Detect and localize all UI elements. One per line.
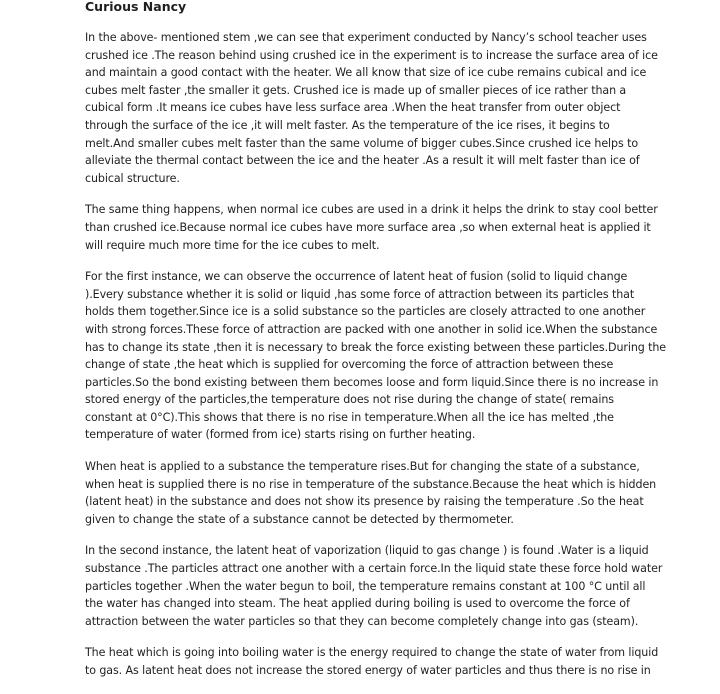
text-line: given to change the state of a substance cannot be detected by thermometer.: [85, 512, 514, 526]
text-line: melt.And smaller cubes melt faster than the same volume of bigger cubes.Since crushed ice helps to: [85, 136, 639, 150]
text-line: has to change its state ,then it is necessary to break the force existing between these particles.During the: [85, 340, 667, 354]
text-line: The heat which is going into boiling water is the energy required to change the state of water from liquid: [85, 646, 659, 660]
text-line: stored energy of the particles,the temperature does not rise during the change of state( remains: [85, 393, 614, 407]
text-line: than crushed ice.Because normal ice cubes have more surface area ,so when external heat is applied it: [85, 220, 651, 234]
text-line: to gas. As latent heat does not increase the stored energy of water particles and thus there is no rise in: [85, 664, 651, 677]
document-title: Curious Nancy: [85, 0, 187, 14]
document-page: [85, 0, 667, 694]
text-line: (latent heat) in the substance and does not show its presence by raising the temperature .So the heat: [85, 495, 644, 509]
text-line: crushed ice .The reason behind using crushed ice in the experiment is to increase the surface area of ice: [85, 48, 658, 62]
text-line: In the second instance, the latent heat of vaporization (liquid to gas change ) is found .Water is a liquid: [85, 544, 649, 558]
paragraph-ice-surface-area: [85, 29, 658, 187]
text-line: through the surface of the ice ,it will melt faster. As the temperature of the ice rises, it begins to: [85, 118, 610, 132]
text-line: particles.So the bond existing between them becomes loose and form liquid.Since there is no increase in: [85, 375, 659, 389]
text-line: will require much more time for the ice cubes to melt.: [85, 238, 380, 252]
paragraph-latent-heat-fusion: [85, 268, 667, 444]
text-line: holds them together.Since ice is a solid substance so the particles are closely attracted to one another: [85, 305, 646, 319]
text-line: In the above- mentioned stem ,we can see that experiment conducted by Nancy’s school teacher uses: [85, 31, 647, 44]
text-line: The same thing happens, when normal ice cubes are used in a drink it helps the drink to stay cool better: [85, 203, 658, 217]
text-line: the water has changed into steam. The heat applied during boiling is used to overcome the force of: [85, 597, 630, 611]
paragraph-hidden-heat: [85, 458, 657, 528]
text-line: attraction between the water particles so that they can become completely change into gas (steam).: [85, 614, 639, 628]
text-line: For the first instance, we can observe the occurrence of latent heat of fusion (solid to liquid change: [85, 270, 628, 284]
paragraph-latent-heat-vaporization: [85, 542, 663, 630]
text-line: constant at 0°C).This shows that there is no rise in temperature.When all the ice has melted ,the: [85, 410, 614, 424]
text-line: when heat is supplied there is no rise in temperature of the substance.Because the heat which is hidden: [85, 477, 657, 491]
text-line: When heat is applied to a substance the temperature rises.But for changing the state of a substance,: [85, 460, 640, 474]
text-line: particles together .When the water begun to boil, the temperature remains constant at 100 °C until all: [85, 579, 646, 593]
text-line: cubical form .It means ice cubes have less surface area .When the heat transfer from outer object: [85, 101, 621, 115]
text-line: alleviate the thermal contact between the ice and the heater .As a result it will melt faster than ice of: [85, 154, 640, 168]
text-line: and maintain a good contact with the heater. We all know that size of ice cube remains cubical and ice: [85, 66, 647, 80]
text-line: cubes melt faster ,the smaller it gets. Crushed ice is made up of smaller pieces of ice rather than a: [85, 83, 627, 97]
text-line: substance .The particles attract one another with a certain force.In the liquid state these force hold water: [85, 562, 663, 576]
text-line: with strong forces.These force of attraction are packed with one another in solid ice.When the substance: [85, 322, 658, 336]
text-line: ).Every substance whether it is solid or liquid ,has some force of attraction between its particles that: [85, 287, 635, 301]
text-line: change of state ,the heat which is supplied for overcoming the force of attraction between these: [85, 358, 614, 372]
paragraph-drink-cubes: [85, 201, 658, 254]
text-line: cubical structure.: [85, 171, 180, 185]
paragraph-boiling-energy: [85, 644, 659, 679]
text-line: temperature of water (formed from ice) starts rising on further heating.: [85, 428, 476, 442]
